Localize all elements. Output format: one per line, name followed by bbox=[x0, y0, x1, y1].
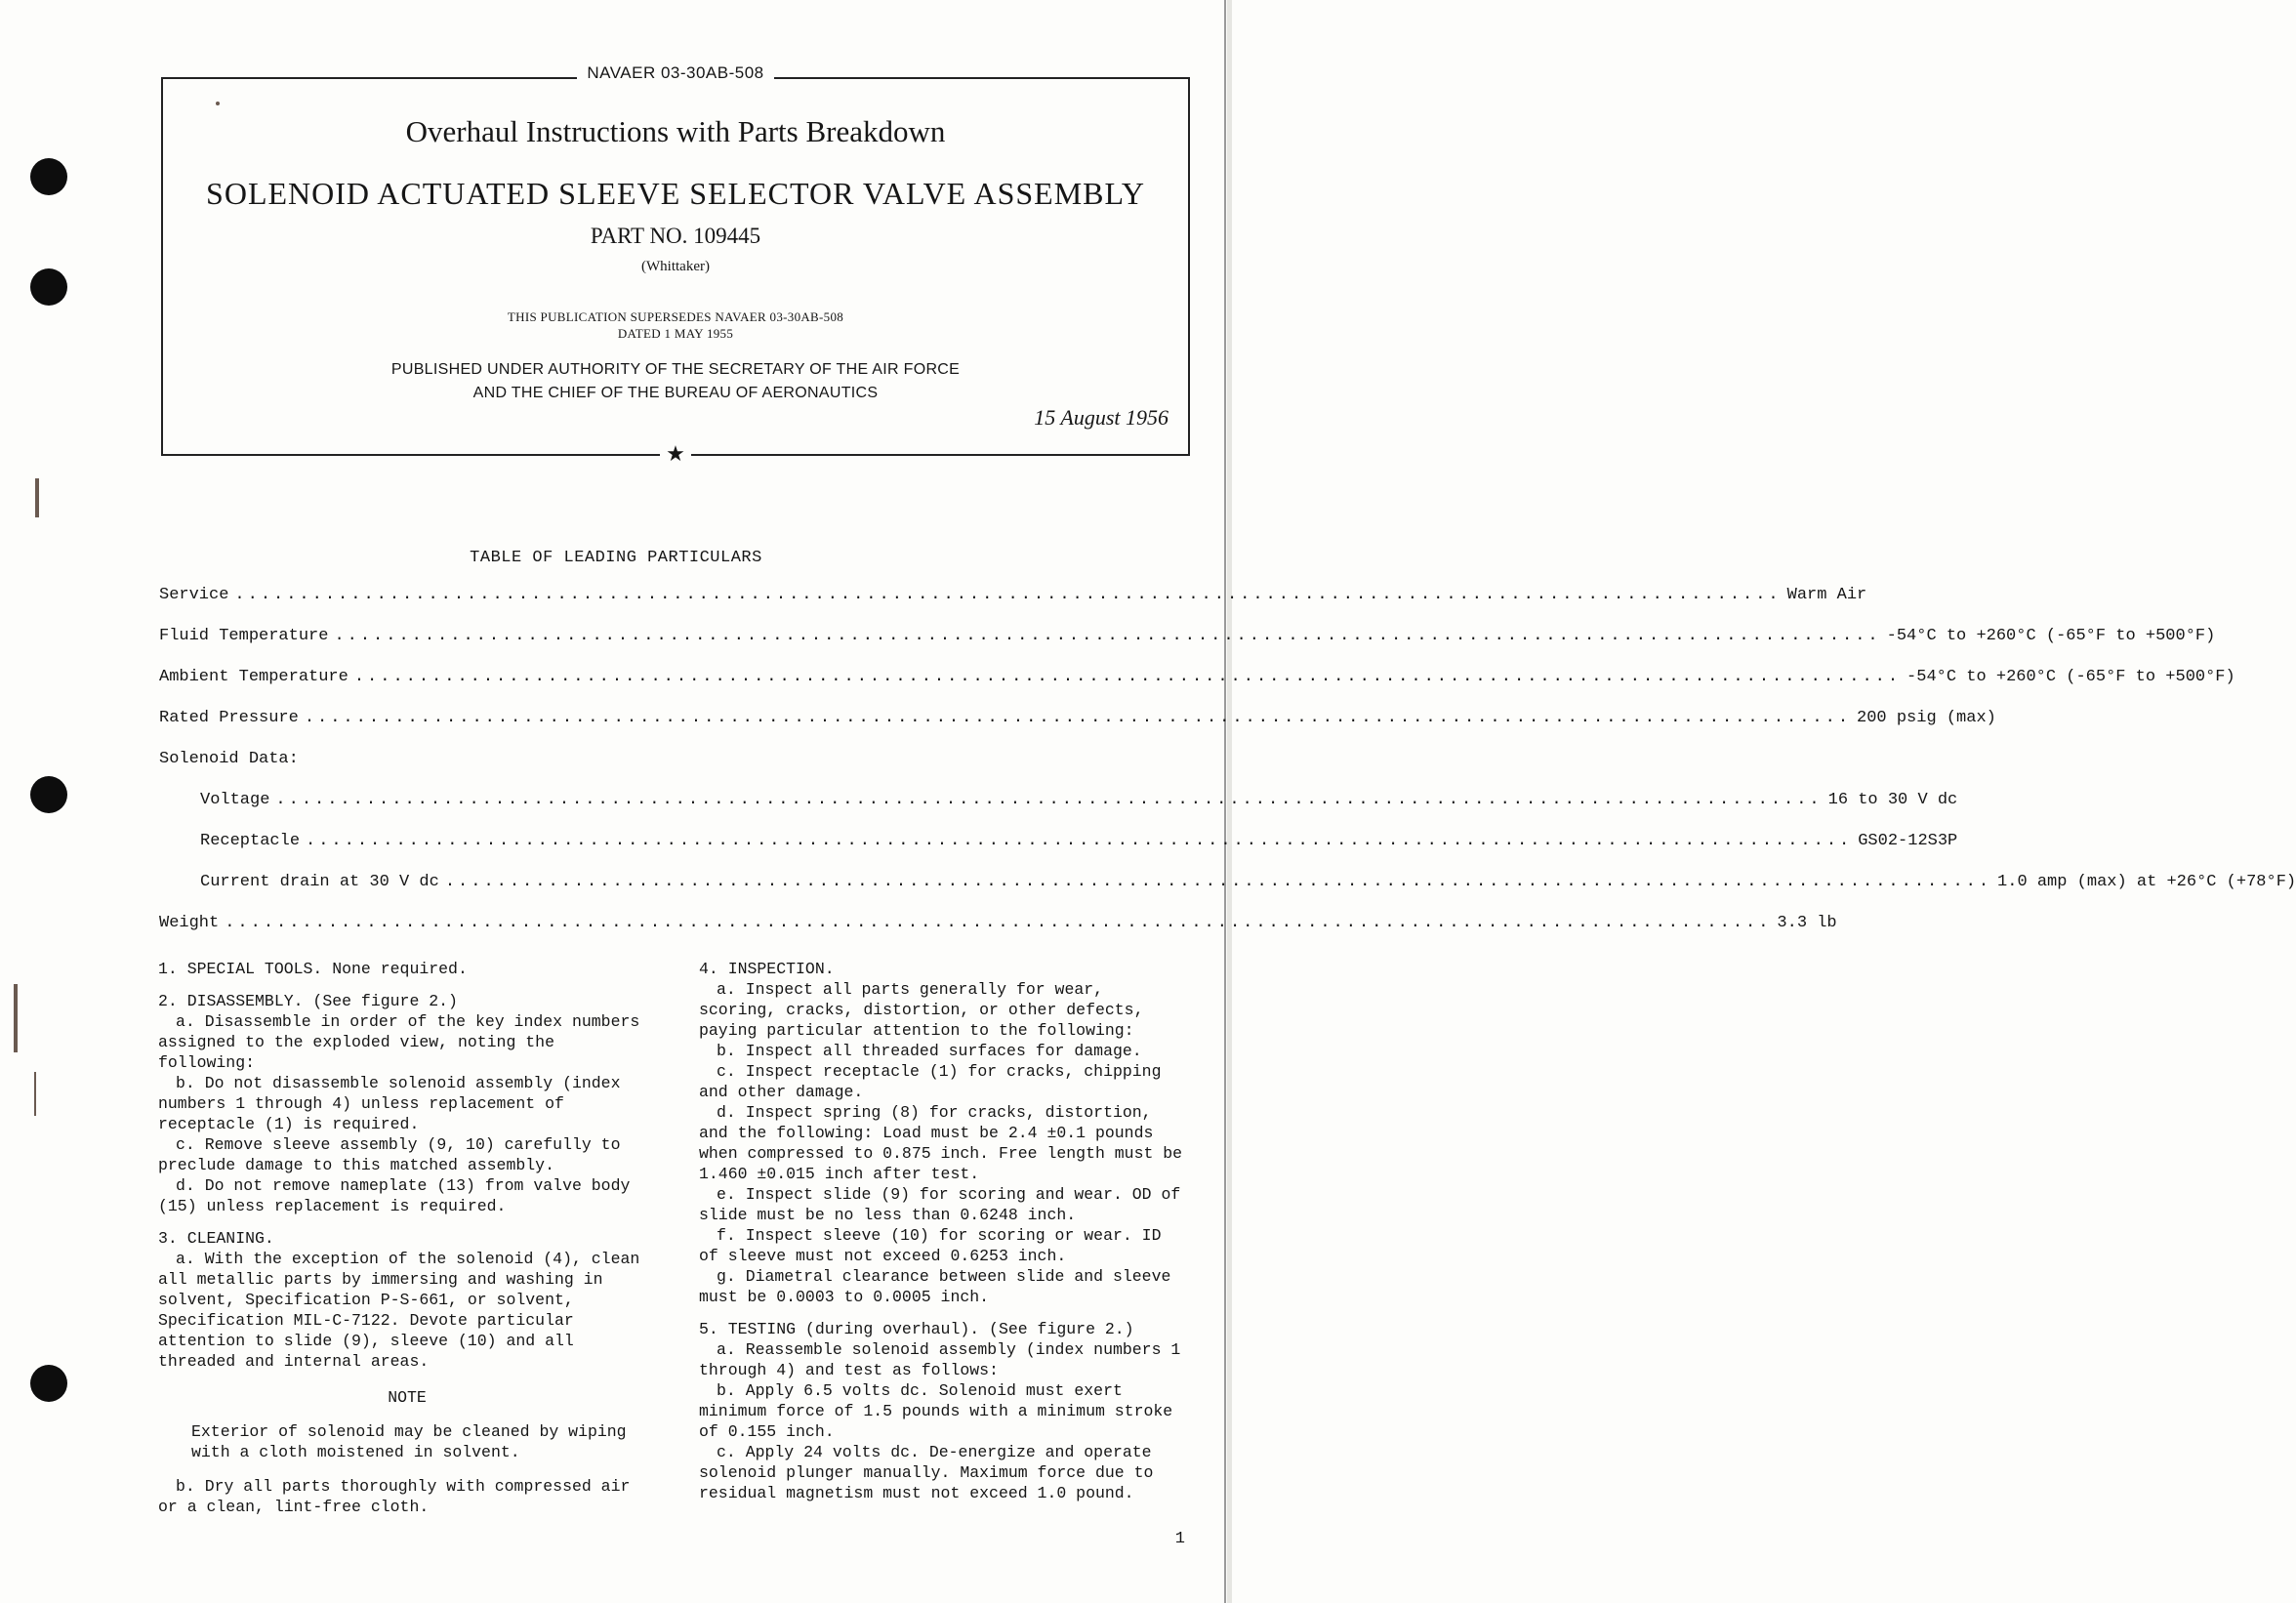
table-row bbox=[159, 627, 2216, 645]
table-row bbox=[200, 873, 2296, 891]
particular-label: Rated Pressure bbox=[159, 709, 299, 727]
note-text: Exterior of solenoid may be cleaned by wiping with a cloth moistened in solvent. bbox=[191, 1422, 627, 1461]
table-row bbox=[200, 791, 1958, 809]
paragraph: g. Diametral clearance between slide and sleeve must be 0.0003 to 0.0005 inch. bbox=[699, 1267, 1171, 1306]
right-column bbox=[699, 959, 1189, 1503]
table-row bbox=[159, 586, 1867, 604]
particular-value: 200 psig (max) bbox=[1857, 709, 1996, 727]
section-heading-inspection: 4. INSPECTION. bbox=[699, 960, 835, 978]
paragraph: e. Inspect slide (9) for scoring and wear. OD of slide must be no less than 0.6248 inch. bbox=[699, 1185, 1181, 1224]
scan-speck bbox=[34, 1072, 36, 1116]
paragraph: a. Inspect all parts generally for wear, scoring, cracks, distortion, or other defects, paying particular attention to the following: bbox=[699, 980, 1144, 1040]
particular-value: -54°C to +260°C (-65°F to +500°F) bbox=[1886, 627, 2216, 645]
leader-dots: ........................................................................................................................ bbox=[275, 791, 1823, 809]
particular-label: Voltage bbox=[200, 791, 270, 809]
leader-dots: ........................................................................................................................ bbox=[225, 914, 1772, 932]
binder-hole bbox=[30, 776, 67, 813]
left-column bbox=[158, 959, 656, 1517]
manufacturer: (Whittaker) bbox=[641, 259, 710, 274]
particular-label: Weight bbox=[159, 914, 220, 932]
table-title: TABLE OF LEADING PARTICULARS bbox=[470, 549, 762, 567]
particular-value: 16 to 30 V dc bbox=[1827, 791, 1958, 809]
paragraph: a. Disassemble in order of the key index numbers assigned to the exploded view, noting the following: bbox=[158, 1012, 640, 1072]
part-number: PART NO. 109445 bbox=[590, 224, 761, 248]
leader-dots: ........................................................................................................................ bbox=[304, 709, 1852, 727]
scan-speck bbox=[35, 478, 39, 517]
title-block bbox=[161, 63, 1190, 467]
star-icon: ★ bbox=[163, 443, 1188, 467]
leader-dots: ........................................................................................................................ bbox=[334, 627, 1881, 645]
paragraph: a. Reassemble solenoid assembly (index numbers 1 through 4) and test as follows: bbox=[699, 1340, 1181, 1379]
leader-dots: ........................................................................................................................ bbox=[306, 832, 1853, 850]
table-row bbox=[159, 668, 2235, 686]
scan-speck bbox=[14, 984, 18, 1052]
supersedes-notice: THIS PUBLICATION SUPERSEDES NAVAER 03-30AB-508 DATED 1 MAY 1955 bbox=[507, 309, 844, 341]
section-heading-disassembly: 2. DISASSEMBLY. (See figure 2.) bbox=[158, 992, 458, 1010]
table-row bbox=[200, 832, 1958, 850]
particular-value: GS02-12S3P bbox=[1858, 832, 1958, 850]
particular-value: 1.0 amp (max) at +26°C (+78°F) bbox=[1997, 873, 2296, 891]
title-block-rule bbox=[774, 77, 1188, 79]
document-number: NAVAER 03-30AB-508 bbox=[163, 63, 1188, 83]
paragraph: b. Apply 6.5 volts dc. Solenoid must exert minimum force of 1.5 pounds with a minimum stroke of 0.155 inch. bbox=[699, 1381, 1173, 1441]
section-heading-special-tools: 1. SPECIAL TOOLS. None required. bbox=[158, 960, 468, 978]
paragraph: c. Apply 24 volts dc. De-energize and operate solenoid plunger manually. Maximum force due to residual magnetism must not exceed 1.0 pound. bbox=[699, 1443, 1154, 1502]
section-heading-cleaning: 3. CLEANING. bbox=[158, 1229, 274, 1248]
paragraph: d. Inspect spring (8) for cracks, distortion, and the following: Load must be 2.4 ±0.1 pounds when compressed to 0.875 inch. Free length must be 1.460 ±0.015 inch after test. bbox=[699, 1103, 1183, 1183]
particular-value: Warm Air bbox=[1786, 586, 1867, 604]
leader-dots: ........................................................................................................................ bbox=[444, 873, 1992, 891]
page-title: SOLENOID ACTUATED SLEEVE SELECTOR VALVE ASSEMBLY bbox=[206, 176, 1145, 211]
table-row bbox=[159, 914, 1837, 932]
particular-label: Current drain at 30 V dc bbox=[200, 873, 439, 891]
particular-label: Service bbox=[159, 586, 229, 604]
paragraph: d. Do not remove nameplate (13) from valve body (15) unless replacement is required. bbox=[158, 1176, 631, 1215]
page-number: 1 bbox=[1174, 1530, 1185, 1548]
particular-value: -54°C to +260°C (-65°F to +500°F) bbox=[1906, 668, 2235, 686]
paragraph: b. Inspect all threaded surfaces for damage. bbox=[717, 1042, 1142, 1060]
paragraph: a. With the exception of the solenoid (4), clean all metallic parts by immersing and washing in solvent, Specification P-S-661, or solvent, Specification MIL-C-7122. Devote particular attention to slide (9), sleeve (10) and all threaded and internal areas. bbox=[158, 1250, 640, 1371]
particular-value: 3.3 lb bbox=[1777, 914, 1837, 932]
paragraph: b. Do not disassemble solenoid assembly (index numbers 1 through 4) unless replacement of receptacle (1) is required. bbox=[158, 1074, 621, 1133]
binder-hole bbox=[30, 268, 67, 306]
particular-label: Fluid Temperature bbox=[159, 627, 329, 645]
particular-label: Solenoid Data: bbox=[159, 750, 299, 768]
publication-date: 15 August 1956 bbox=[1034, 405, 1168, 430]
publication-type: Overhaul Instructions with Parts Breakdown bbox=[405, 114, 946, 148]
binder-hole bbox=[30, 158, 67, 195]
authority-statement: PUBLISHED UNDER AUTHORITY OF THE SECRETARY OF THE AIR FORCE AND THE CHIEF OF THE BUREAU OF AERONAUTICS bbox=[390, 361, 961, 401]
leader-dots: ........................................................................................................................ bbox=[353, 668, 1902, 686]
note-heading: NOTE bbox=[388, 1388, 427, 1407]
table-row bbox=[159, 750, 1187, 768]
particular-label: Receptacle bbox=[200, 832, 301, 850]
section-heading-testing: 5. TESTING (during overhaul). (See figure 2.) bbox=[699, 1320, 1134, 1338]
paragraph: f. Inspect sleeve (10) for scoring or wear. ID of sleeve must not exceed 0.6253 inch. bbox=[699, 1226, 1162, 1265]
paragraph: c. Inspect receptacle (1) for cracks, chipping and other damage. bbox=[699, 1062, 1162, 1101]
paragraph: b. Dry all parts thoroughly with compressed air or a clean, lint-free cloth. bbox=[158, 1477, 631, 1516]
leader-dots: ........................................................................................................................ bbox=[234, 586, 1782, 604]
binder-hole bbox=[30, 1365, 67, 1402]
table-row bbox=[159, 709, 1996, 727]
particular-label: Ambient Temperature bbox=[159, 668, 348, 686]
paragraph: c. Remove sleeve assembly (9, 10) carefully to preclude damage to this matched assembly. bbox=[158, 1135, 621, 1174]
